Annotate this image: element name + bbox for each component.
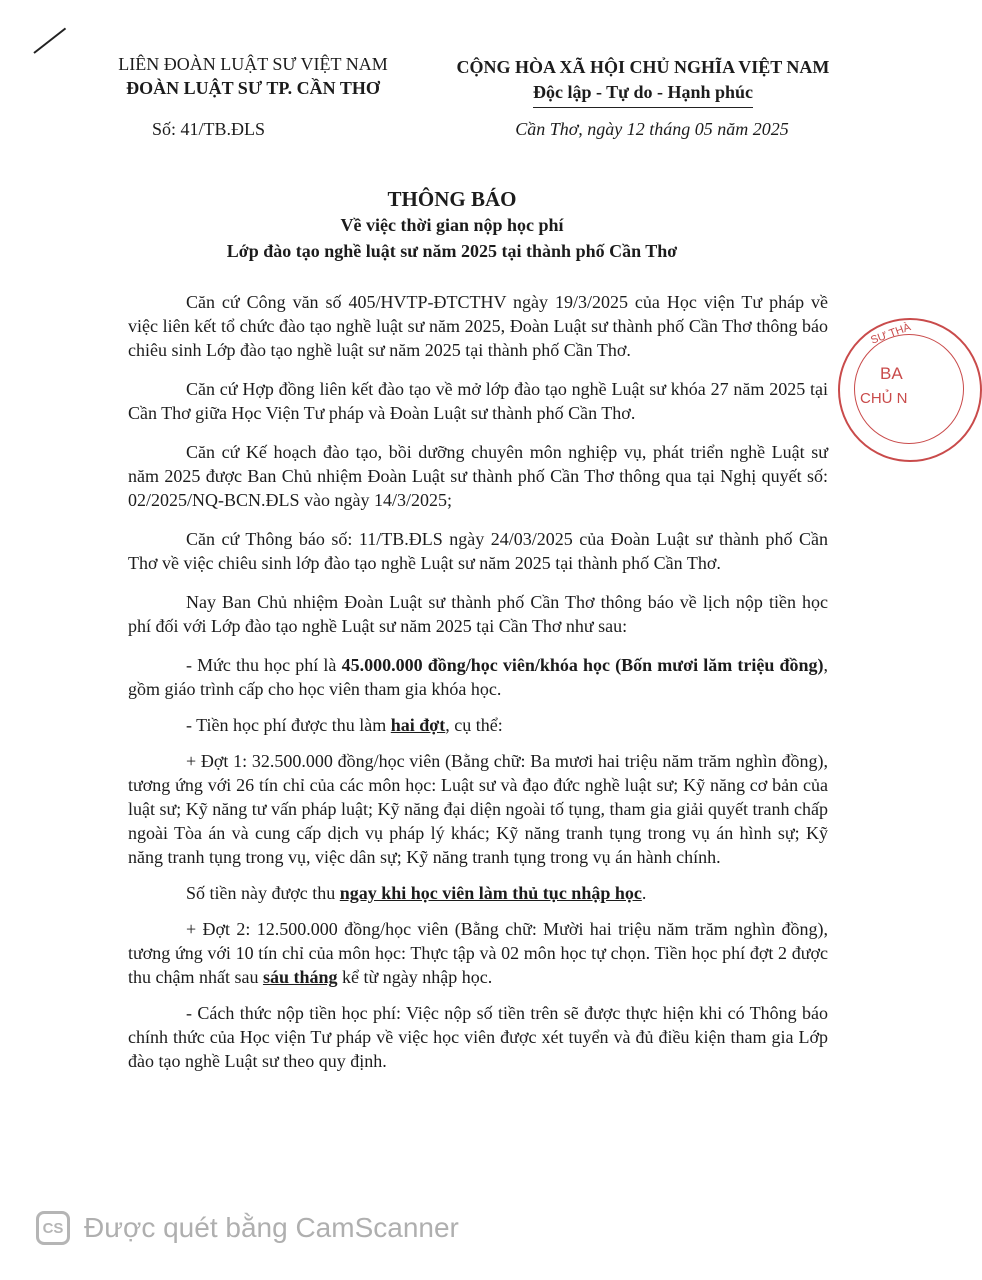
paragraph-installments: - Tiền học phí được thu làm hai đợt, cụ thể: [186, 715, 503, 735]
header-organization [84, 52, 422, 100]
timing-at-enrollment: ngay khi học viên làm thủ tục nhập học [339, 883, 642, 903]
paragraph-legal-basis-3: Căn cứ Kế hoạch đào tạo, bồi dưỡng chuyên môn nghiệp vụ, phát triển nghề Luật sư năm 2025 được Ban Chủ nhiệm Đoàn Luật sư thành phố Cần Thơ thông qua tại Nghị quyết số: 02/2025/NQ-BCN.ĐLS vào ngày 14/3/2025; [128, 442, 828, 510]
camscanner-watermark [36, 1208, 459, 1248]
paragraph-legal-basis-2: Căn cứ Hợp đồng liên kết đào tạo về mở lớp đào tạo nghề Luật sư khóa 27 năm 2025 tại Cần Thơ giữa Học Viện Tư pháp và Đoàn Luật sư thành phố Cần Thơ. [128, 379, 828, 423]
country-name: CỘNG HÒA XÃ HỘI CHỦ NGHĨA VIỆT NAM [456, 57, 830, 77]
document-subtitle-2: Lớp đào tạo nghề luật sư năm 2025 tại thành phố Cần Thơ [226, 241, 678, 261]
pen-mark [33, 28, 66, 54]
document-title: THÔNG BÁO [387, 187, 517, 211]
stamp-text-1: BA [880, 364, 903, 383]
document-date: Cần Thơ, ngày 12 tháng 05 năm 2025 [515, 119, 789, 139]
six-months: sáu tháng [262, 967, 338, 987]
camscanner-logo-icon: CS [36, 1211, 70, 1245]
paragraph-fee-amount: - Mức thu học phí là 45.000.000 đồng/học viên/khóa học (Bốn mươi lăm triệu đồng), gồm giáo trình cấp cho học viên tham gia khóa học. [128, 655, 828, 699]
document-subtitle-1: Về việc thời gian nộp học phí [340, 215, 564, 235]
title-block [90, 186, 814, 264]
org-parent-name: LIÊN ĐOÀN LUẬT SƯ VIỆT NAM [118, 54, 388, 74]
paragraph-installment-1: + Đợt 1: 32.500.000 đồng/học viên (Bằng chữ: Ba mươi hai triệu năm trăm nghìn đồng), tương ứng với 26 tín chỉ của các môn học: Luật sư và đạo đức nghề luật sư; Kỹ năng cơ bản của luật sư; Kỹ năng tư vấn pháp luật; Kỹ năng đại diện ngoài tố tụng, tham gia giải quyết tranh chấp ngoài Tòa án và cung cấp dịch vụ pháp lý khác; Kỹ năng tranh tụng trong vụ án hình sự; Kỹ năng tranh tụng trong vụ, việc dân sự; Kỹ năng tranh tụng trong vụ án hành chính. [128, 751, 828, 867]
fee-amount-bold: 45.000.000 đồng/học viên/khóa học (Bốn mươi lăm triệu đồng) [341, 655, 824, 675]
paragraph-legal-basis-1: Căn cứ Công văn số 405/HVTP-ĐTCTHV ngày 19/3/2025 của Học viện Tư pháp về việc liên kết tổ chức đào tạo nghề luật sư năm 2025, Đoàn Luật sư thành phố Cần Thơ thông báo chiêu sinh Lớp đào tạo nghề luật sư năm 2025 tại thành phố Cần Thơ. [128, 292, 828, 360]
header-national-motto [420, 55, 866, 108]
document-body [128, 290, 828, 1088]
motto: Độc lập - Tự do - Hạnh phúc [533, 80, 753, 108]
stamp-text-2: CHỦ N [860, 390, 908, 407]
camscanner-text: Được quét bằng CamScanner [84, 1212, 459, 1243]
red-seal-stamp [838, 318, 982, 462]
paragraph-legal-basis-4: Căn cứ Thông báo số: 11/TB.ĐLS ngày 24/03/2025 của Đoàn Luật sư thành phố Cần Thơ về việc chiêu sinh lớp đào tạo nghề Luật sư năm 2025 tại thành phố Cần Thơ. [128, 529, 828, 573]
stamp-arc-text: SƯ THÀ [869, 321, 913, 347]
paragraph-payment-method: - Cách thức nộp tiền học phí: Việc nộp số tiền trên sẽ được thực hiện khi có Thông báo chính thức của Học viện Tư pháp về việc học viên được xét tuyển và đủ điều kiện tham gia Lớp đào tạo nghề Luật sư theo quy định. [128, 1003, 828, 1071]
stamp-inner-ring [854, 334, 964, 444]
paragraph-announcement: Nay Ban Chủ nhiệm Đoàn Luật sư thành phố Cần Thơ thông báo về lịch nộp tiền học phí đối với Lớp đào tạo nghề Luật sư năm 2025 tại Cần Thơ như sau: [128, 592, 828, 636]
two-installments: hai đợt [390, 715, 446, 735]
document-number: Số: 41/TB.ĐLS [152, 119, 266, 139]
org-name: ĐOÀN LUẬT SƯ TP. CẦN THƠ [126, 78, 380, 98]
paragraph-installment-1-timing: Số tiền này được thu ngay khi học viên làm thủ tục nhập học. [186, 883, 647, 903]
paragraph-installment-2: + Đợt 2: 12.500.000 đồng/học viên (Bằng chữ: Mười hai triệu năm trăm nghìn đồng), tương ứng với 10 tín chỉ của môn học: Thực tập và 02 môn học tự chọn. Tiền học phí đợt 2 được thu chậm nhất sau sáu tháng kể từ ngày nhập học. [128, 919, 828, 987]
